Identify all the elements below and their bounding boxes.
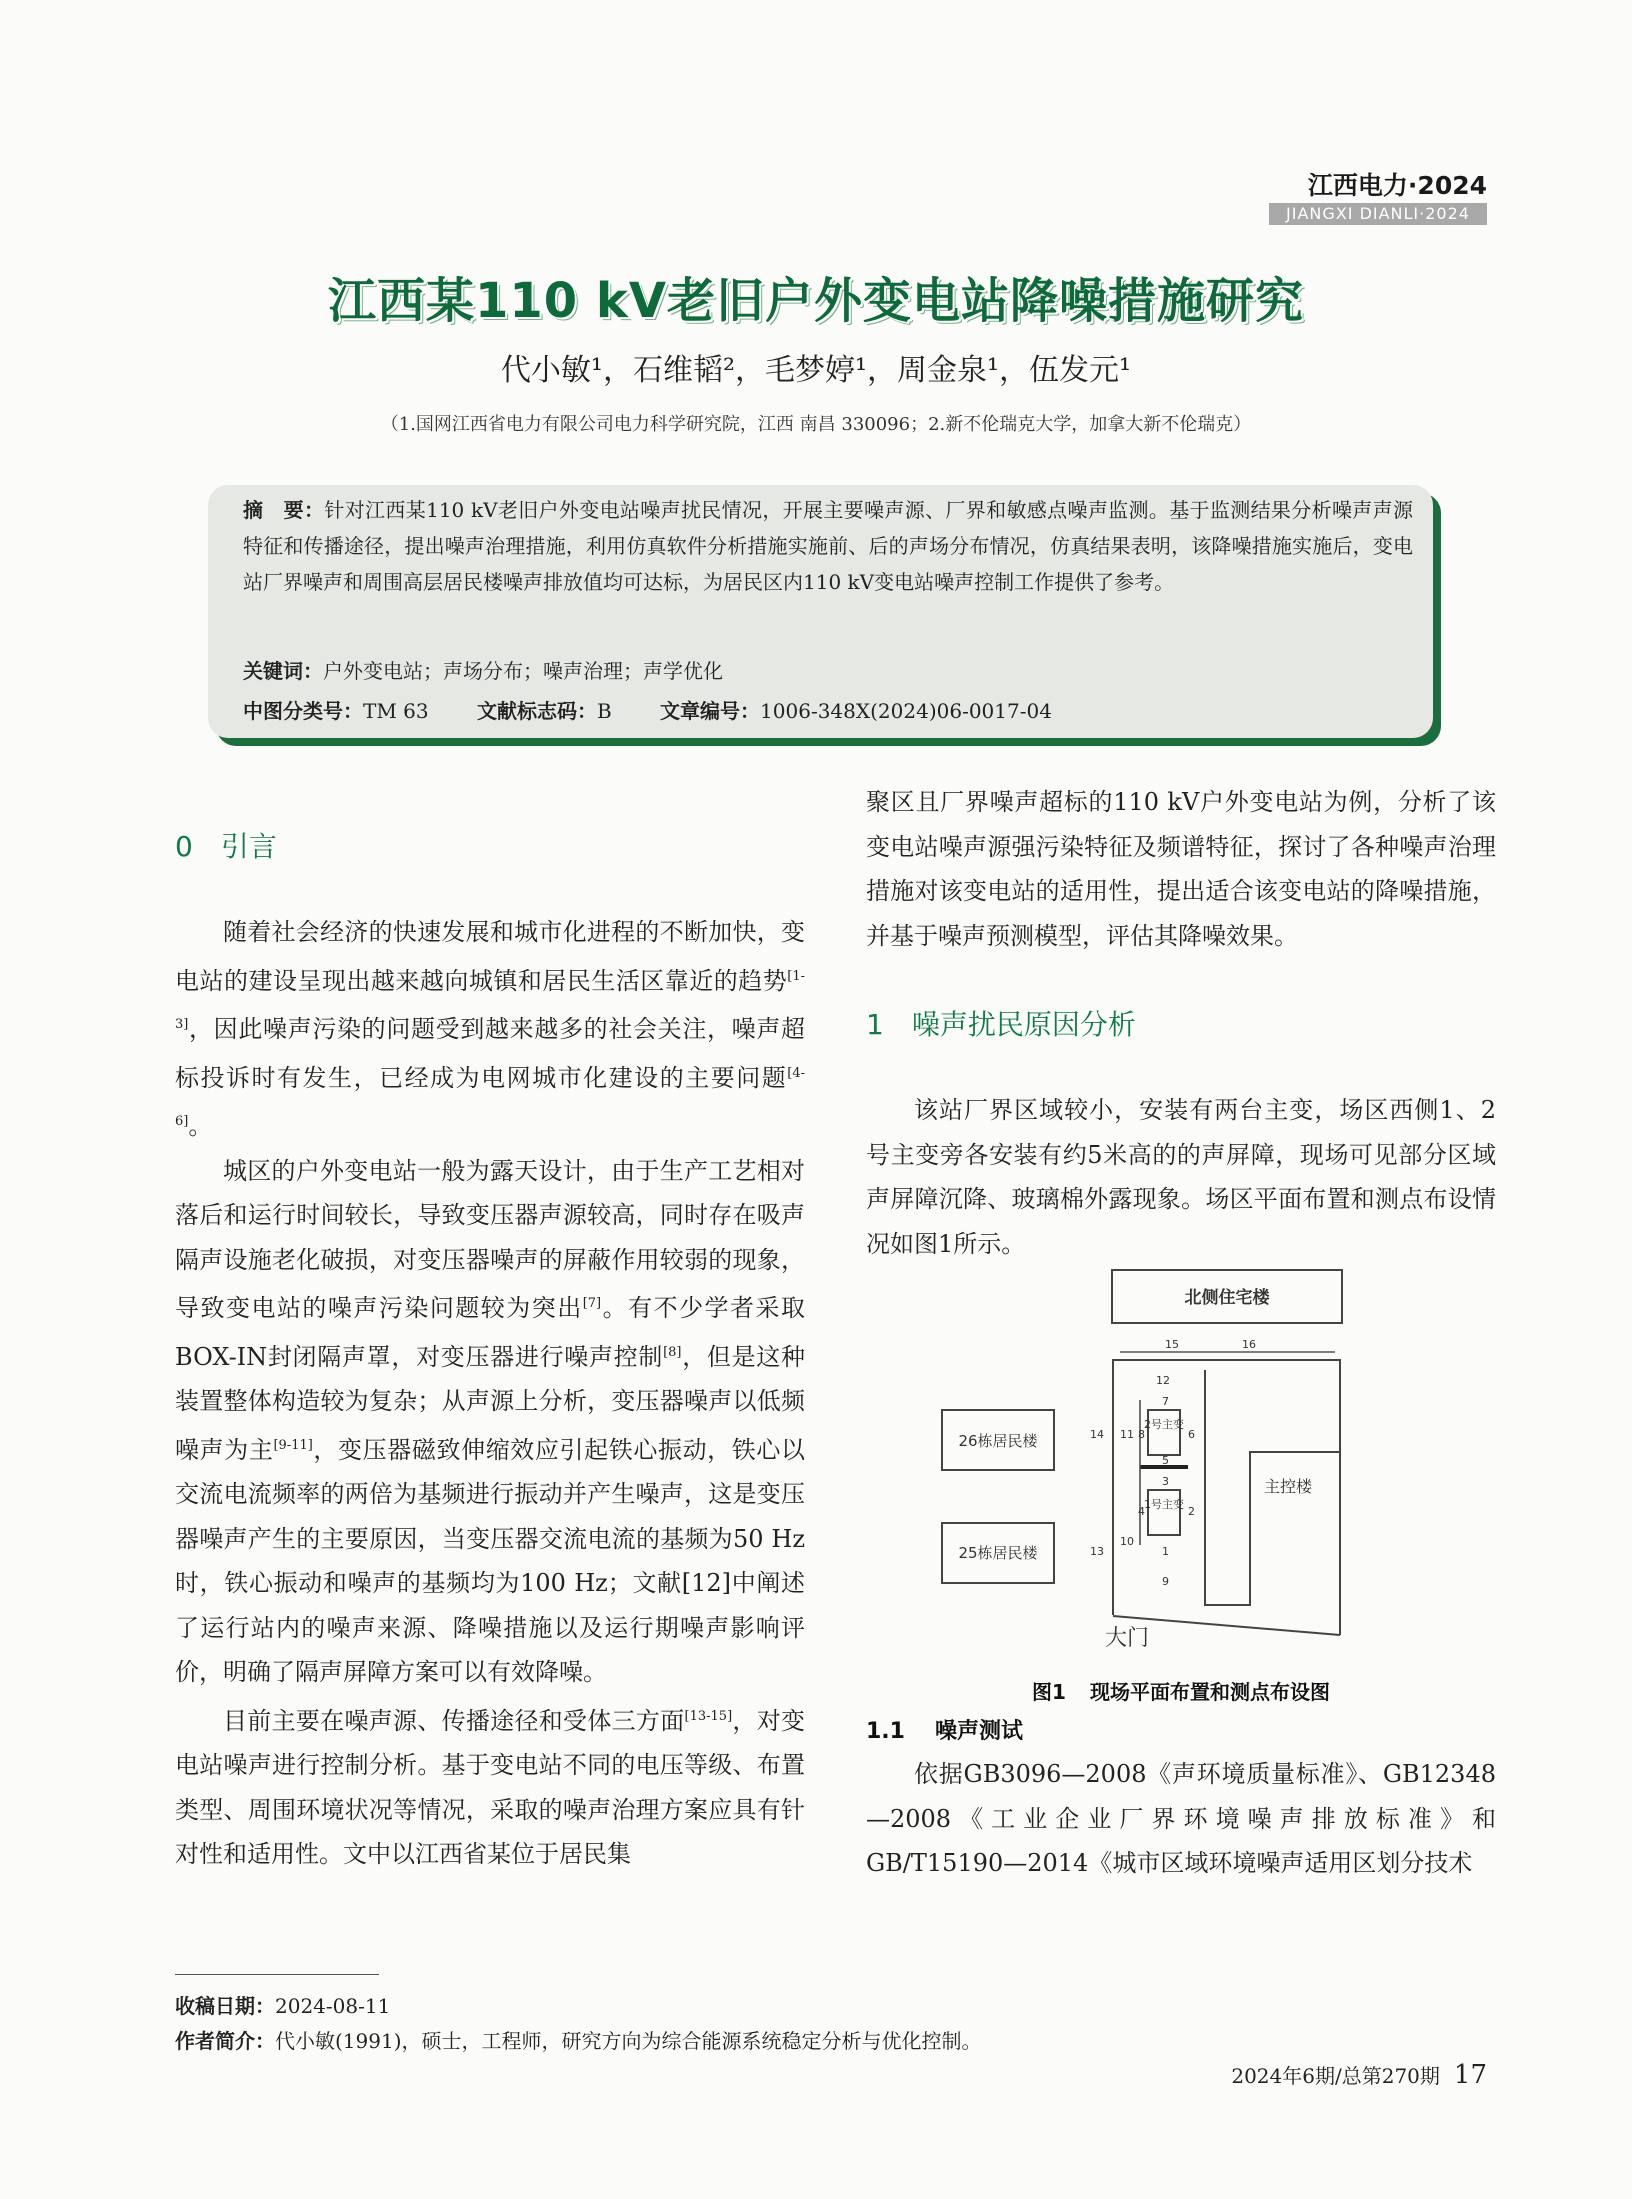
abstract — [243, 492, 1413, 600]
label-gate: 大门 — [1105, 1626, 1150, 1651]
citation: [13-15] — [684, 1708, 733, 1724]
paragraph: 城区的户外变电站一般为露天设计，由于生产工艺相对落后和运行时间较长，导致变压器声源较高，同时存在吸声隔声设施老化破损，对变压器噪声的屏蔽作用较弱的现象，导致变电站的噪声污染问题较为突出[7]。有不少学者采取BOX-IN封闭隔声罩，对变压器进行噪声控制[8]，但是这种装置整体构造较为复杂；从声源上分析，变压器噪声以低频噪声为主[9-11]，变压器磁致伸缩效应引起铁心振动，铁心以交流电流频率的两倍为基频进行振动并产生噪声，这是变压器噪声产生的主要原因，当变压器交流电流的基频为50 Hz时，铁心振动和噪声的基频均为100 Hz；文献[12]中阐述了运行站内的噪声来源、降噪措施以及运行期噪声影响评价，明确了隔声屏障方案可以有效降噪。 — [175, 1156, 806, 1686]
point-3: 3 — [1162, 1475, 1169, 1488]
figure-number: 图1 — [1032, 1680, 1066, 1704]
paragraph-continued: 聚区且厂界噪声超标的110 kV户外变电站为例，分析了该变电站噪声源强污染特征及频谱特征，探讨了各种噪声治理措施对该变电站的适用性，提出适合该变电站的降噪措施，并基于噪声预测模型，评估其降噪效果。 — [866, 788, 1496, 950]
transformer-2 — [1148, 1410, 1180, 1455]
page-number: 17 — [1453, 2060, 1487, 2090]
point-8: 8 — [1138, 1428, 1145, 1441]
clc-value: TM 63 — [363, 699, 429, 723]
point-14: 14 — [1090, 1428, 1104, 1441]
affiliation: （1.国网江西省电力有限公司电力科学研究院，江西 南昌 330096；2.新不伦瑞克大学，加拿大新不伦瑞克） — [380, 414, 1252, 435]
point-11: 11 — [1120, 1428, 1134, 1441]
point-7: 7 — [1162, 1395, 1169, 1408]
article-no-value: 1006-348X(2024)06-0017-04 — [760, 699, 1052, 723]
point-15: 15 — [1165, 1338, 1179, 1351]
section-1-body — [866, 1088, 1496, 1266]
page-footer — [1231, 2060, 1487, 2090]
abstract-text: 针对江西某110 kV老旧户外变电站噪声扰民情况，开展主要噪声源、厂界和敏感点噪声监测。基于监测结果分析噪声声源特征和传播途径，提出噪声治理措施，利用仿真软件分析措施实施前、后的声场分布情况，仿真结果表明，该降噪措施实施后，变电站厂界噪声和周围高层居民楼噪声排放值均可达标，为居民区内110 kV变电站噪声控制工作提供了参考。 — [243, 498, 1413, 594]
label-transformer-2: 2号主变 — [1144, 1418, 1184, 1431]
article-no-label: 文章编号： — [660, 699, 761, 723]
paragraph: 该站厂界区域较小，安装有两台主变，场区西侧1、2号主变旁各安装有约5米高的的声屏障，现场可见部分区域声屏障沉降、玻璃棉外露现象。场区平面布置和测点布设情况如图1所示。 — [866, 1096, 1496, 1258]
section-1-1-number: 1.1 — [866, 1719, 905, 1744]
bio-text: 代小敏(1991)，硕士，工程师，研究方向为综合能源系统稳定分析与优化控制。 — [275, 2029, 982, 2053]
section-1-title: 噪声扰民原因分析 — [911, 1008, 1136, 1041]
section-1-number: 1 — [866, 1008, 884, 1041]
label-main-control: 主控楼 — [1263, 1477, 1313, 1496]
measurement-points — [1090, 1338, 1256, 1588]
point-2: 2 — [1188, 1505, 1195, 1518]
section-0-number: 0 — [175, 830, 193, 863]
point-16: 16 — [1242, 1338, 1256, 1351]
journal-name: 江西电力·2024 — [1307, 171, 1487, 200]
point-10: 10 — [1120, 1535, 1134, 1548]
label-building-25: 25栋居民楼 — [958, 1544, 1038, 1562]
section-1-heading — [866, 1003, 1136, 1043]
citation: [4-6] — [175, 1065, 805, 1129]
transformer-1 — [1148, 1490, 1180, 1535]
point-6: 6 — [1188, 1428, 1195, 1441]
label-building-26: 26栋居民楼 — [958, 1432, 1038, 1450]
paragraph: 目前主要在噪声源、传播途径和受体三方面[13-15]，对变电站噪声进行控制分析。基于变电站不同的电压等级、布置类型、周围环境状况等情况，采取的噪声治理方案应具有针对性和适用性。文中以江西省某位于居民集 — [175, 1706, 806, 1868]
section-0-title: 引言 — [220, 830, 277, 863]
keywords-label: 关键词： — [243, 659, 323, 683]
citation: [7] — [582, 1296, 602, 1311]
doc-code-value: B — [596, 699, 612, 723]
citation: [9-11] — [273, 1437, 313, 1453]
paragraph: 随着社会经济的快速发展和城市化进程的不断加快，变电站的建设呈现出越来越向城镇和居民生活区靠近的趋势[1-3]，因此噪声污染的问题受到越来越多的社会关注，噪声超标投诉时有发生，已经成为电网城市化建设的主要问题[4-6]。 — [175, 918, 805, 1140]
section-1-1-heading — [866, 1714, 1023, 1745]
section-1-1-title: 噪声测试 — [934, 1719, 1023, 1744]
label-transformer-1: 1号主变 — [1144, 1498, 1184, 1511]
label-north-building: 北侧住宅楼 — [1184, 1288, 1270, 1308]
bio-label: 作者简介： — [175, 2029, 275, 2053]
keywords-text: 户外变电站；声场分布；噪声治理；声学优化 — [323, 659, 723, 683]
classification-line — [243, 695, 1094, 724]
section-0-heading — [175, 825, 277, 865]
section-1-1-body — [866, 1752, 1496, 1886]
footnote-rule — [175, 1974, 379, 1975]
point-1: 1 — [1162, 1545, 1169, 1558]
point-5: 5 — [1162, 1454, 1169, 1467]
footnote-received — [175, 1990, 390, 2019]
doc-code-label: 文献标志码： — [476, 699, 597, 723]
clc-label: 中图分类号： — [243, 699, 363, 723]
received-label: 收稿日期： — [175, 1994, 275, 2018]
received-date: 2024-08-11 — [275, 1994, 391, 2018]
abstract-label: 摘 要： — [243, 498, 325, 522]
point-9: 9 — [1162, 1575, 1169, 1588]
citation: [8] — [663, 1344, 682, 1360]
point-12: 12 — [1156, 1374, 1170, 1387]
citation: [1-3] — [175, 968, 805, 1032]
footnote-bio — [175, 2025, 982, 2054]
left-column — [175, 910, 805, 1877]
point-13: 13 — [1090, 1545, 1104, 1558]
paragraph: 依据GB3096—2008《声环境质量标准》、GB12348—2008《工业企业厂界环境噪声排放标准》和GB/T15190—2014《城市区域环境噪声适用区划分技术 — [866, 1760, 1496, 1877]
right-column-top — [866, 780, 1496, 958]
figure-caption-text: 现场平面布置和测点布设图 — [1089, 1680, 1330, 1704]
figure-caption — [866, 1676, 1496, 1705]
point-4: 4 — [1138, 1505, 1145, 1518]
issue-info: 2024年6期/总第270期 — [1231, 2064, 1440, 2088]
keywords — [243, 655, 723, 684]
journal-name-en: JIANGXI DIANLI·2024 — [1269, 203, 1487, 225]
author-list: 代小敏¹，石维韬²，毛梦婷¹，周金泉¹，伍发元¹ — [500, 353, 1132, 388]
figure-site-layout — [940, 1260, 1410, 1670]
paper-title: 江西某110 kV老旧户外变电站降噪措施研究 — [328, 273, 1304, 329]
